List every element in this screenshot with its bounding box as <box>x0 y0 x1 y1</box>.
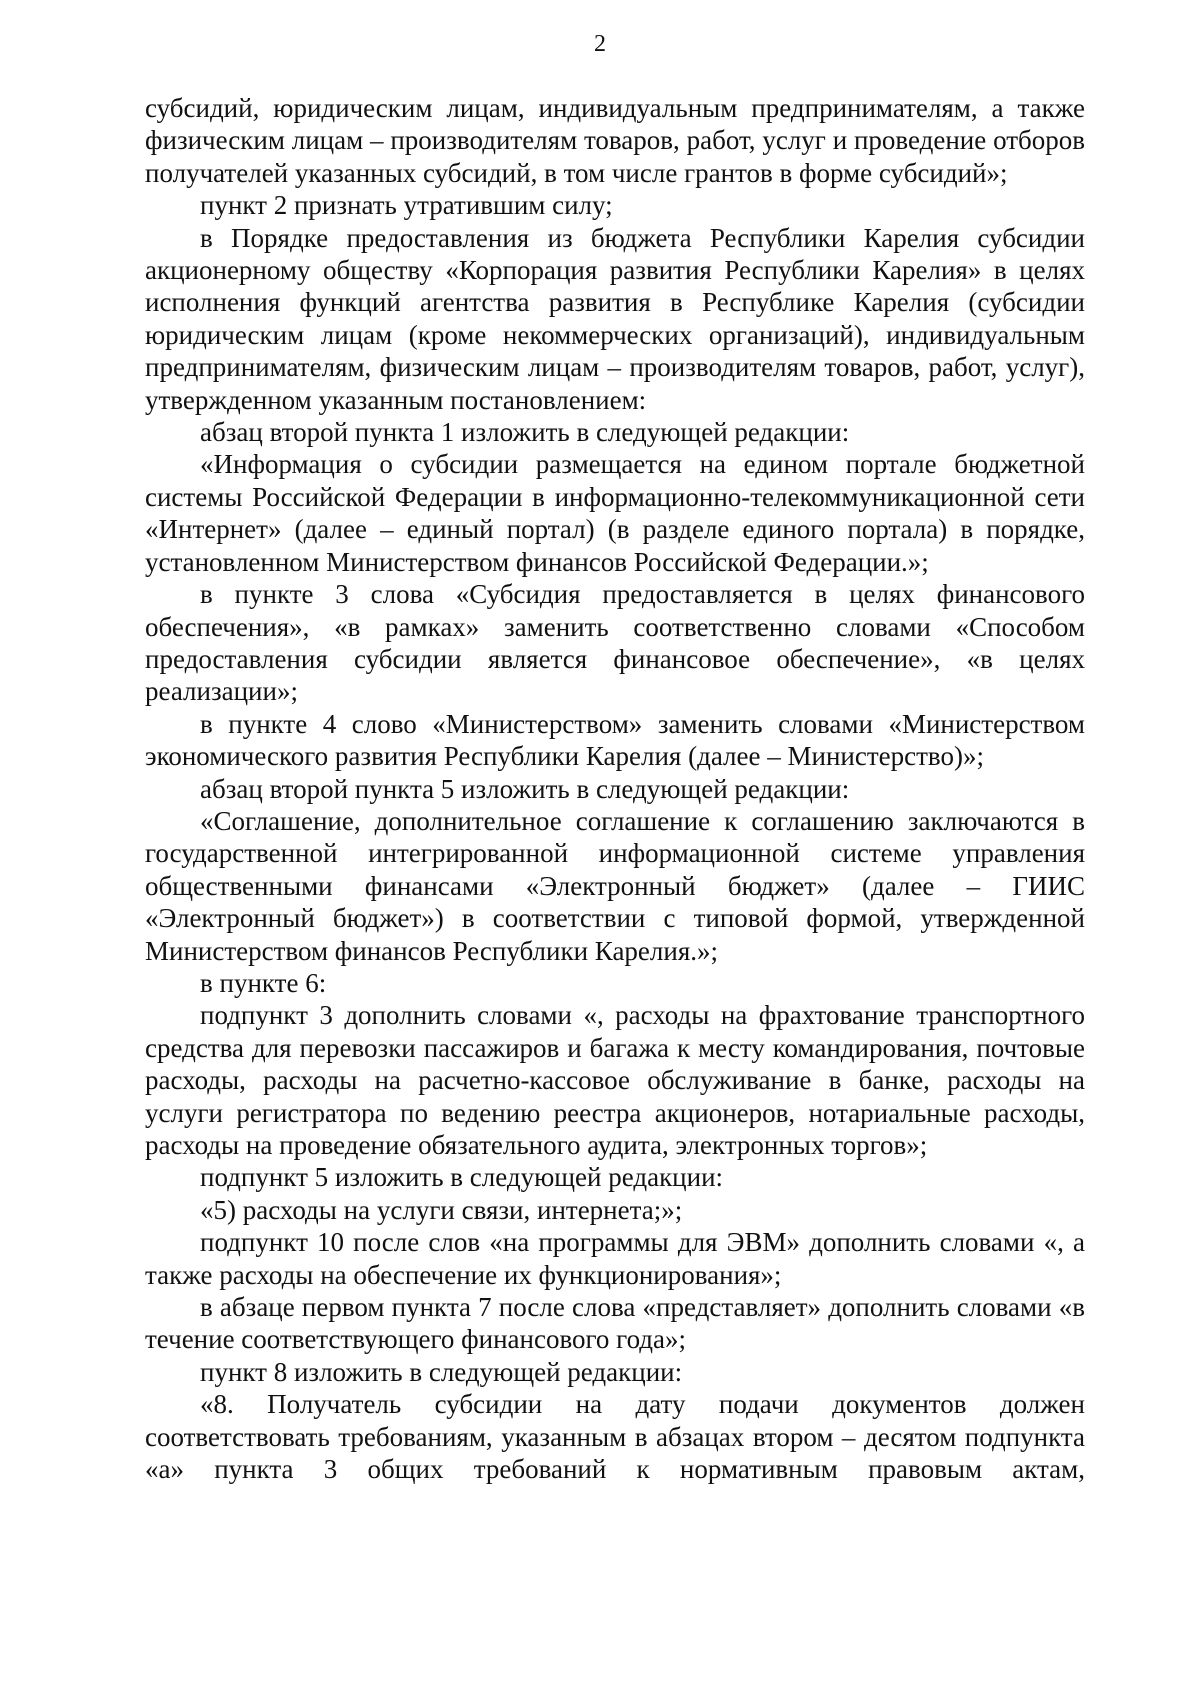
paragraph-4: абзац второй пункта 1 изложить в следующей редакции: <box>200 417 850 448</box>
paragraph-3: в Порядке предоставления из бюджета Республики Карелия субсидии акционерному обществу «Корпорация развития Республики Карелия» в целях исполнения функций агентства развития в Республике Карелия (субсидии юридическим лицам (кроме некоммерческих организаций), индивидуальным предпринимателям, физическим лицам – производителям товаров, работ, услуг), утвержденном указанным постановлением: <box>145 222 1085 415</box>
paragraph-1: субсидий, юридическим лицам, индивидуальным предпринимателям, а также физическим лицам – производителям товаров, работ, услуг и проведение отборов получателей указанных субсидий, в том числе грантов в форме субсидий»; <box>145 93 1085 188</box>
paragraph-17: «8. Получатель субсидии на дату подачи документов должен соответствовать требованиям, указанным в абзацах втором – десятом подпункта «а» пункта 3 общих требований к нормативным правовым актам, <box>145 1389 1085 1485</box>
paragraph-9: «Соглашение, дополнительное соглашение к соглашению заключаются в государственной интегрированной информационной системе управления общественными финансами «Электронный бюджет» (далее – ГИИС «Электронный бюджет») в соответствии с типовой формой, утвержденной Министерством финансов Республики Карелия.»; <box>145 805 1085 966</box>
paragraph-13: «5) расходы на услуги связи, интернета;»; <box>200 1194 683 1225</box>
paragraph-16: пункт 8 изложить в следующей редакции: <box>200 1356 683 1387</box>
paragraph-6: в пункте 3 слова «Субсидия предоставляется в целях финансового обеспечения», «в рамках» заменить соответственно словами «Способом предоставления субсидии является финансовое обеспечение», «в целях реализации»; <box>145 579 1085 707</box>
paragraph-14: подпункт 10 после слов «на программы для ЭВМ» дополнить словами «, а также расходы на обеспечение их функционирования»; <box>145 1227 1085 1290</box>
paragraph-5: «Информация о субсидии размещается на едином портале бюджетной системы Российской Федерации в информационно-телекоммуникационной сети «Интернет» (далее – единый портал) (в разделе единого портала) в порядке, установленном Министерством финансов Российской Федерации.»; <box>145 449 1085 577</box>
paragraph-2: пункт 2 признать утратившим силу; <box>200 190 613 221</box>
page-number: 2 <box>594 31 606 57</box>
paragraph-10: в пункте 6: <box>200 967 327 998</box>
paragraph-7: в пункте 4 слово «Министерством» заменить словами «Министерством экономического развития Республики Карелия (далее – Министерство)»; <box>145 708 1085 772</box>
paragraph-15: в абзаце первом пункта 7 после слова «представляет» дополнить словами «в течение соответствующего финансового года»; <box>145 1292 1085 1355</box>
paragraph-8: абзац второй пункта 5 изложить в следующей редакции: <box>200 773 850 804</box>
document-body <box>145 92 1085 1485</box>
paragraph-11: подпункт 3 дополнить словами «, расходы на фрахтование транспортного средства для перевозки пассажиров и багажа к месту командирования, почтовые расходы, расходы на расчетно-кассовое обслуживание в банке, расходы на услуги регистратора по ведению реестра акционеров, нотариальные расходы, расходы на проведение обязательного аудита, электронных торгов»; <box>145 1000 1085 1160</box>
paragraph-12: подпункт 5 изложить в следующей редакции: <box>200 1162 724 1193</box>
